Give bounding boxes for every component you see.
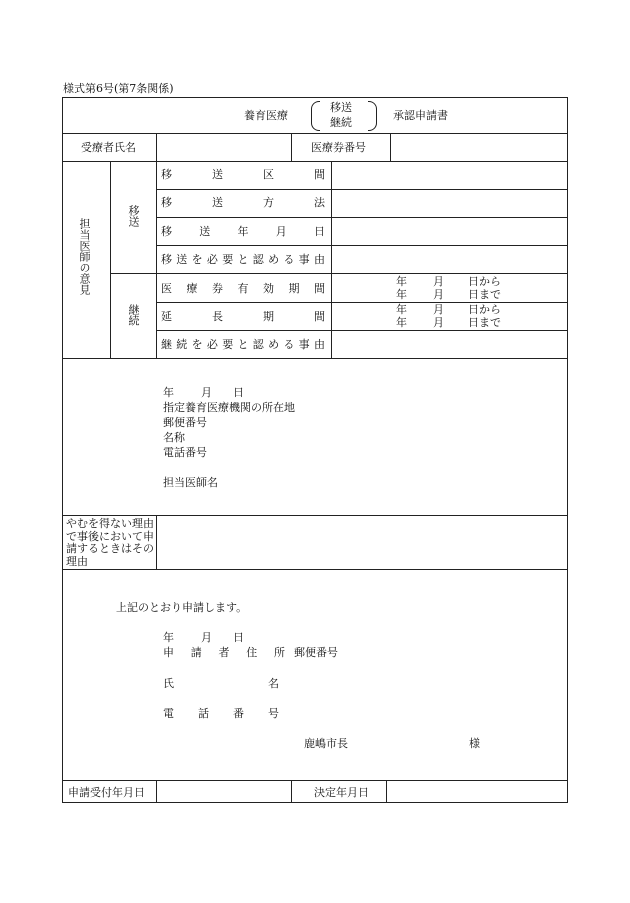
title-suffix: 承認申請書	[393, 109, 448, 122]
applicant-name-label-1: 氏	[163, 677, 174, 690]
inst-date-day: 日	[233, 386, 244, 399]
continue-reason-field[interactable]	[332, 331, 567, 358]
inst-name-label: 名称	[163, 431, 185, 444]
doctor-opinion-label: 担当医師の意見	[78, 218, 91, 295]
ticket-number-field[interactable]	[391, 134, 567, 161]
ticket-validity-field[interactable]: 年 月 日から 年 月 日まで	[396, 275, 501, 301]
late-reason-field[interactable]	[157, 516, 567, 569]
transfer-section-field[interactable]	[332, 162, 567, 189]
applicant-name-label-2: 名	[268, 677, 279, 690]
transfer-reason-field[interactable]	[332, 246, 567, 273]
decision-date-label: 決定年月日	[314, 786, 369, 799]
extension-period-label: 延 長 期 間	[161, 310, 325, 323]
transfer-date-label: 移 送 年 月 日	[161, 225, 325, 238]
transfer-date-field[interactable]	[332, 218, 567, 245]
ticket-validity-label: 医 療 券 有 効 期 間	[161, 282, 325, 295]
continue-group-label: 継続	[127, 304, 140, 326]
title-option-transfer: 移送	[330, 101, 352, 114]
inst-date-month: 月	[201, 386, 212, 399]
honorific: 様	[469, 737, 480, 750]
continue-reason-label: 継 続 を 必 要 と 認 め る 事 由	[161, 338, 325, 351]
applicant-phone-label: 電 話 番 号	[163, 707, 279, 720]
inst-postal-label: 郵便番号	[163, 416, 207, 429]
app-date-month: 月	[201, 631, 212, 644]
addressee: 鹿嶋市長	[304, 737, 348, 750]
application-statement: 上記のとおり申請します。	[116, 601, 248, 614]
title-option-continue: 継続	[330, 116, 352, 129]
patient-name-field[interactable]	[157, 134, 291, 161]
late-reason-label: やむを得ない理由で事後において申請するときはその理由	[66, 517, 154, 568]
inst-date-year: 年	[163, 386, 174, 399]
applicant-address-label: 申 請 者 住 所	[163, 646, 285, 659]
left-bracket	[311, 101, 320, 131]
transfer-group-label: 移送	[127, 205, 140, 227]
application-section[interactable]	[63, 570, 567, 780]
received-date-label: 申請受付年月日	[68, 786, 145, 799]
applicant-postal-label: 郵便番号	[294, 646, 338, 659]
transfer-reason-label: 移 送 を 必 要 と 認 め る 事 由	[161, 253, 325, 266]
ticket-number-label: 医療券番号	[311, 141, 366, 154]
institution-section[interactable]	[63, 359, 567, 515]
right-bracket	[368, 101, 377, 131]
form-number: 様式第6号(第7条関係)	[63, 82, 174, 95]
inst-address-label: 指定養育医療機関の所在地	[163, 401, 295, 414]
title-prefix: 養育医療	[244, 109, 288, 122]
patient-name-label: 受療者氏名	[81, 141, 136, 154]
inst-phone-label: 電話番号	[163, 446, 207, 459]
extension-period-field[interactable]: 年 月 日から 年 月 日まで	[396, 303, 501, 329]
decision-date-field[interactable]	[387, 781, 567, 802]
transfer-method-label: 移 送 方 法	[161, 196, 325, 209]
transfer-section-label: 移 送 区 間	[161, 168, 325, 181]
app-date-year: 年	[163, 631, 174, 644]
app-date-day: 日	[233, 631, 244, 644]
received-date-field[interactable]	[157, 781, 291, 802]
transfer-method-field[interactable]	[332, 190, 567, 217]
inst-doctor-label: 担当医師名	[163, 476, 218, 489]
